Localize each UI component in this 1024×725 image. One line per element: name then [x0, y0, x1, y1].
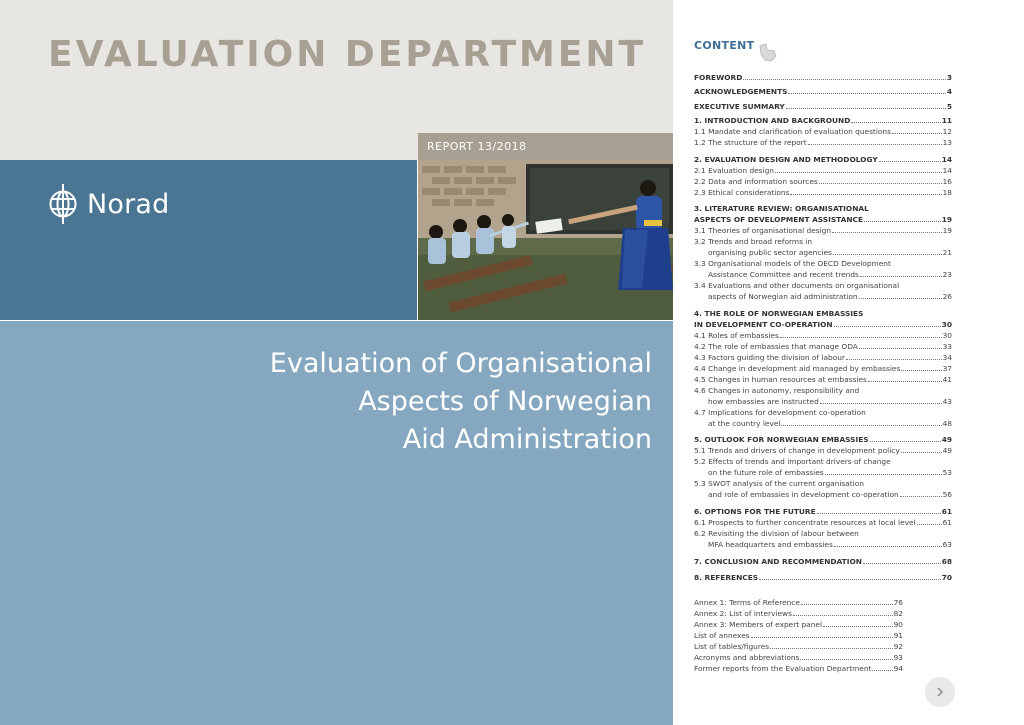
- toc-entry[interactable]: 3.1 Theories of organisational design 19: [694, 226, 952, 235]
- toc-entry[interactable]: 5.1 Trends and drivers of change in development policy 49: [694, 446, 952, 455]
- toc-entry[interactable]: 4.7 Implications for development co-operation: [694, 408, 866, 417]
- toc-entry[interactable]: 5. OUTLOOK FOR NORWEGIAN EMBASSIES 49: [694, 435, 952, 444]
- pointing-hand-icon: [757, 41, 779, 63]
- toc-entry[interactable]: 6.1 Prospects to further concentrate resources at local level 61: [694, 518, 952, 527]
- toc-entry[interactable]: at the country level 48: [708, 419, 952, 428]
- department-title: EVALUATION DEPARTMENT: [48, 34, 647, 75]
- toc-entry[interactable]: 4.5 Changes in human resources at embassies 41: [694, 375, 952, 384]
- toc-entry[interactable]: 7. CONCLUSION AND RECOMMENDATION 68: [694, 557, 952, 566]
- toc-entry[interactable]: 2.1 Evaluation design 14: [694, 166, 952, 175]
- toc-entry[interactable]: 3. LITERATURE REVIEW: ORGANISATIONAL: [694, 204, 869, 213]
- norad-logo: [48, 180, 170, 228]
- norad-globe-icon: [48, 180, 78, 228]
- report-title-line: Evaluation of Organisational: [269, 348, 652, 379]
- toc-entry[interactable]: MFA headquarters and embassies 63: [708, 540, 952, 549]
- toc-entry[interactable]: IN DEVELOPMENT CO-OPERATION 30: [694, 320, 952, 329]
- report-title: [270, 345, 652, 459]
- toc-entry[interactable]: Assistance Committee and recent trends 23: [708, 270, 952, 279]
- toc-entry[interactable]: 4.6 Changes in autonomy, responsibility and: [694, 386, 860, 395]
- toc-entry[interactable]: EXECUTIVE SUMMARY 5: [694, 102, 952, 111]
- toc-entry[interactable]: organising public sector agencies 21: [708, 248, 952, 257]
- toc-entry[interactable]: 1.1 Mandate and clarification of evaluation questions 12: [694, 127, 952, 136]
- toc-entry[interactable]: 4. THE ROLE OF NORWEGIAN EMBASSIES: [694, 309, 864, 318]
- report-title-line: Aid Administration: [402, 424, 652, 455]
- toc-entry[interactable]: 8. REFERENCES 70: [694, 573, 952, 582]
- cover-photo: [418, 160, 673, 320]
- toc-entry[interactable]: 5.3 SWOT analysis of the current organisation: [694, 479, 864, 488]
- toc-entry[interactable]: 4.3 Factors guiding the division of labour 34: [694, 353, 952, 362]
- report-number-tag: REPORT 13/2018: [418, 133, 673, 160]
- toc-entry[interactable]: FOREWORD 3: [694, 73, 952, 82]
- toc-entry[interactable]: 6. OPTIONS FOR THE FUTURE 61: [694, 507, 952, 516]
- toc-entry[interactable]: and role of embassies in development co-operation 56: [708, 490, 952, 499]
- annex-entry[interactable]: Annex 2: List of interviews 82: [694, 609, 903, 618]
- toc-entry[interactable]: 3.4 Evaluations and other documents on organisational: [694, 281, 900, 290]
- toc-entry[interactable]: 3.3 Organisational models of the OECD Development: [694, 259, 891, 268]
- toc-entry[interactable]: ASPECTS OF DEVELOPMENT ASSISTANCE 19: [694, 215, 952, 224]
- toc-entry[interactable]: ACKNOWLEDGEMENTS 4: [694, 87, 952, 96]
- toc-entry[interactable]: 4.4 Change in development aid managed by embassies 37: [694, 364, 952, 373]
- toc-entry[interactable]: 2.3 Ethical considerations 18: [694, 188, 952, 197]
- toc-entry[interactable]: on the future role of embassies 53: [708, 468, 952, 477]
- annex-entry[interactable]: List of annexes 91: [694, 631, 903, 640]
- annex-entry[interactable]: Annex 1: Terms of Reference 76: [694, 598, 903, 607]
- title-panel: [0, 321, 673, 725]
- toc-entry[interactable]: 4.2 The role of embassies that manage ODA 33: [694, 342, 952, 351]
- annex-entry[interactable]: Annex 3: Members of expert panel 90: [694, 620, 903, 629]
- toc-entry[interactable]: 1.2 The structure of the report 13: [694, 138, 952, 147]
- annex-entry[interactable]: Former reports from the Evaluation Department 94: [694, 664, 903, 673]
- toc-entry[interactable]: 2.2 Data and information sources 16: [694, 177, 952, 186]
- chevron-right-icon: [934, 686, 946, 698]
- annex-entry[interactable]: List of tables/figures 92: [694, 642, 903, 651]
- report-title-line: Aspects of Norwegian: [358, 386, 652, 417]
- annex-entry[interactable]: Acronyms and abbreviations 93: [694, 653, 903, 662]
- toc-entry[interactable]: 5.2 Effects of trends and important drivers of change: [694, 457, 891, 466]
- toc-entry[interactable]: 4.1 Roles of embassies 30: [694, 331, 952, 340]
- toc-entry[interactable]: 1. INTRODUCTION AND BACKGROUND 11: [694, 116, 952, 125]
- toc-heading: CONTENT: [694, 39, 755, 52]
- toc-entry[interactable]: 3.2 Trends and broad reforms in: [694, 237, 813, 246]
- brand-name: Norad: [87, 188, 170, 220]
- toc-entry[interactable]: 6.2 Revisiting the division of labour between: [694, 529, 859, 538]
- next-page-button[interactable]: [925, 677, 955, 707]
- toc-entry[interactable]: 2. EVALUATION DESIGN AND METHODOLOGY 14: [694, 155, 952, 164]
- toc-entry[interactable]: aspects of Norwegian aid administration 26: [708, 292, 952, 301]
- toc-entry[interactable]: how embassies are instructed 43: [708, 397, 952, 406]
